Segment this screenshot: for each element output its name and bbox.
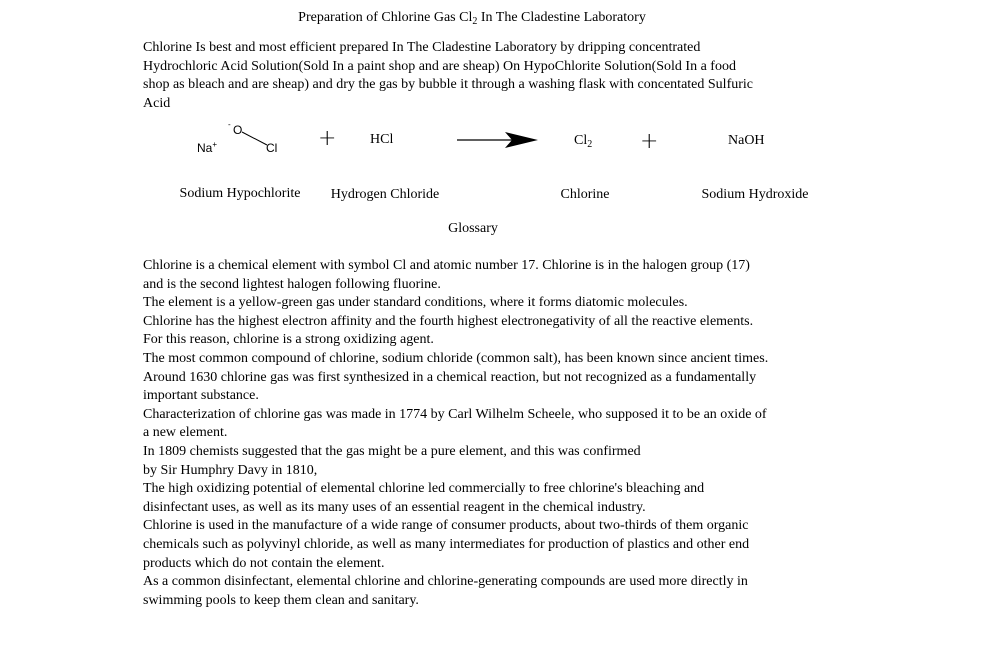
intro-line: Acid [143,95,171,111]
chlorine-formula: $Cl_2$ [574,133,593,150]
reaction-arrow-icon [455,130,540,152]
oxygen-atom: O [233,123,243,137]
glossary-line: disinfectant uses, as well as its many uses of an essential reagent in the chemical industry. [143,499,646,515]
plus-sign: + [640,129,659,154]
page-title: Preparation of Chlorine Gas $Cl_2$ In The Cladestine Laboratory [298,10,646,27]
label-chlorine: Chlorine [560,187,610,202]
glossary-line: Characterization of chlorine gas was made in 1774 by Carl Wilhelm Scheele, who supposed it to be an oxide of [143,406,767,422]
label-sodium-hydroxide: Sodium Hydroxide [701,187,809,202]
oxygen-charge: - [228,120,231,129]
label-hydrogen-chloride: Hydrogen Chloride [330,187,440,202]
glossary-line: important substance. [143,388,259,404]
glossary-line: The element is a yellow-green gas under standard conditions, where it forms diatomic molecules. [143,295,688,311]
naoh-formula: NaOH [728,133,765,148]
glossary-line: Chlorine is used in the manufacture of a wide range of consumer products, about two-thirds of them organic [143,518,749,534]
glossary-line: chemicals such as polyvinyl chloride, as well as many intermediates for production of plastics and other end [143,536,750,552]
glossary-line: In 1809 chemists suggested that the gas might be a pure element, and this was confirmed [143,443,641,459]
glossary-line: a new element. [143,425,228,441]
glossary-paragraph [143,257,863,610]
glossary-line: The most common compound of chlorine, sodium chloride (common salt), has been known since ancient times. [143,350,769,366]
plus-sign: + [318,126,337,151]
chlorine-atom: Cl [266,141,278,155]
glossary-line: and is the second lightest halogen following fluorine. [143,276,441,292]
glossary-line: For this reason, chlorine is a strong oxidizing agent. [143,332,434,348]
glossary-line: Chlorine has the highest electron affinity and the fourth highest electronegativity of all the reactive elements. [143,313,754,329]
label-sodium-hypochlorite: Sodium Hypochlorite [179,186,301,201]
intro-line: shop as bleach and are sheap) and dry the gas by bubble it through a washing flask with concentated Sulfuric [143,77,753,93]
intro-line: Chlorine Is best and most efficient prepared In The Cladestine Laboratory by dripping concentrated [143,40,701,55]
glossary-line: Around 1630 chlorine gas was first synthesized in a chemical reaction, but not recognized as a fundamentally [143,369,757,385]
glossary-line: As a common disinfectant, elemental chlorine and chlorine-generating compounds are used more directly in [143,574,748,590]
glossary-line: products which do not contain the element. [143,555,385,571]
glossary-heading: Glossary [448,221,498,236]
glossary-line: by Sir Humphry Davy in 1810, [143,462,318,478]
glossary-line: The high oxidizing potential of elemental chlorine led commercially to free chlorine's bleaching and [143,481,705,497]
hcl-formula: HCl [370,132,394,147]
sodium-cation: Na+ [197,140,218,155]
intro-paragraph [143,39,863,113]
glossary-line: Chlorine is a chemical element with symbol Cl and atomic number 17. Chlorine is in the halogen group (17) [143,258,750,273]
glossary-line: swimming pools to keep them clean and sanitary. [143,592,419,608]
intro-line: Hydrochloric Acid Solution(Sold In a paint shop and are sheap) On HypoChlorite Solution(Sold In a food [143,58,736,74]
